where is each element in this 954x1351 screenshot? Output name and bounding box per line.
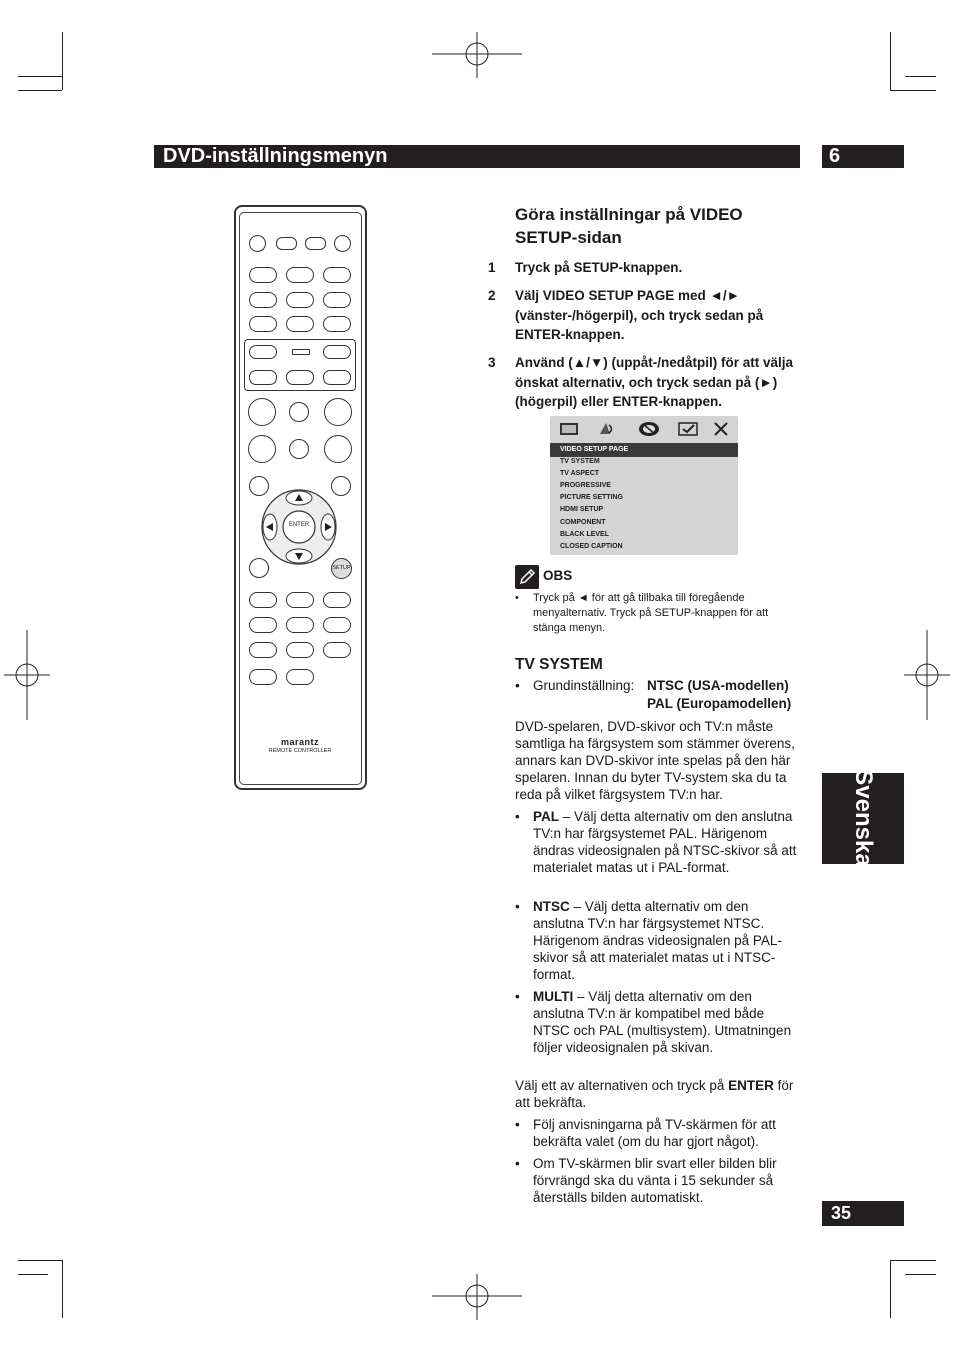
tv-system-title: TV SYSTEM [515, 656, 603, 673]
option-desc: – Välj detta alternativ om den anslutna TV:n har färgsystemet PAL. Härigenom ändras videosignalen på NTSC-skivor så att materialet matas ut i PAL-format. [533, 809, 797, 875]
pencil-icon [515, 565, 539, 589]
step-number: 2 [488, 288, 496, 303]
crop-mark [62, 1260, 63, 1318]
remote-button [305, 237, 326, 250]
osd-header: VIDEO SETUP PAGE [560, 446, 629, 453]
remote-button [249, 669, 277, 685]
option-name: NTSC [533, 899, 570, 914]
brand-logo: marantz [280, 737, 319, 747]
section-title: Göra inställningar på VIDEO SETUP-sidan [515, 205, 743, 247]
osd-menu-item: HDMI SETUP [560, 506, 604, 514]
osd-icon-bar [550, 416, 738, 442]
remote-button [286, 267, 314, 283]
note-text: Tryck på ◄ för att gå tillbaka till föregående menyalternativ. Tryck på SETUP-knappen för att stänga menyn. [533, 592, 769, 634]
bullet: • [515, 678, 520, 693]
remote-button [334, 235, 351, 252]
bullet: • [515, 592, 519, 604]
bullet: • [515, 1156, 520, 1171]
remote-button [324, 435, 352, 463]
select-pre: Välj ett av alternativen och tryck på [515, 1078, 729, 1093]
crop-mark [18, 1274, 48, 1275]
registration-mark [432, 32, 522, 78]
remote-button [323, 617, 351, 633]
osd-menu-item: CLOSED CAPTION [560, 542, 623, 550]
preference-icon [677, 420, 699, 438]
bullet: • [515, 1117, 520, 1132]
crop-mark [890, 32, 891, 90]
chapter-number: 6 [822, 145, 904, 168]
audio-icon [596, 420, 618, 438]
osd-menu-item: TV ASPECT [560, 470, 600, 478]
osd-menu-item: PICTURE SETTING [560, 494, 624, 502]
step-number: 1 [488, 260, 496, 275]
osd-menu-item: BLACK LEVEL [560, 530, 609, 538]
dolby-icon [638, 420, 660, 438]
remote-button [286, 370, 314, 385]
remote-button [324, 398, 352, 426]
bullet: • [515, 989, 520, 1004]
osd-menu-item: TV SYSTEM [560, 458, 600, 465]
enter-button-label: ENTER [288, 522, 310, 528]
remote-button [249, 370, 277, 385]
remote-button [249, 642, 277, 658]
crop-mark [18, 90, 62, 91]
tip-text: Följ anvisningarna på TV-skärmen för att bekräfta valet (om du har gjort något). [533, 1117, 776, 1149]
remote-button [249, 617, 277, 633]
option-text [533, 808, 803, 876]
remote-button [286, 669, 314, 685]
remote-button [286, 292, 314, 308]
remote-button [249, 267, 277, 283]
crop-mark [890, 90, 936, 91]
remote-button [249, 345, 277, 359]
select-bold: ENTER [728, 1078, 774, 1093]
remote-subtitle: REMOTE CONTROLLER [268, 748, 332, 754]
step-text: Använd (▲/▼) (uppåt-/nedåtpil) för att välja önskat alternativ, och tryck sedan på (►) (högerpil) eller ENTER-knappen. [515, 355, 793, 409]
remote-button [323, 267, 351, 283]
remote-button [289, 402, 309, 422]
remote-button [249, 292, 277, 308]
remote-button [323, 292, 351, 308]
option-name: PAL [533, 809, 559, 824]
bullet: • [515, 809, 520, 824]
remote-button [323, 642, 351, 658]
remote-button [286, 316, 314, 332]
tip-text: Om TV-skärmen blir svart eller bilden blir förvrängd ska du vänta i 15 sekunder så återställs bilden automatiskt. [533, 1156, 777, 1205]
crop-mark [62, 32, 63, 90]
osd-menu-item: PROGRESSIVE [560, 482, 611, 490]
option-text [533, 988, 803, 1056]
remote-button [323, 316, 351, 332]
remote-button [292, 349, 310, 355]
select-instruction [515, 1077, 803, 1111]
exit-icon [710, 420, 732, 438]
bullet: • [515, 899, 520, 914]
option-desc: – Välj detta alternativ om den anslutna TV:n har färgsystemet NTSC. Härigenom ändras videosignalen på PAL-skivor så att materialet matas ut i NTSC-format. [533, 899, 782, 982]
crop-mark [18, 76, 62, 77]
remote-button [286, 592, 314, 608]
option-name: MULTI [533, 989, 574, 1004]
language-tab [822, 769, 904, 867]
page-number: 35 [822, 1201, 904, 1226]
step-text: Tryck på SETUP-knappen. [515, 260, 683, 275]
crop-mark [905, 1274, 936, 1275]
registration-mark [432, 1274, 522, 1320]
crop-mark [905, 76, 936, 77]
remote-button [323, 592, 351, 608]
default-value-1: NTSC (USA-modellen) [647, 678, 789, 693]
remote-button [323, 345, 351, 359]
setup-button-label: SETUP [332, 565, 351, 571]
remote-button [248, 435, 276, 463]
crop-mark [18, 1260, 62, 1261]
step-number: 3 [488, 355, 496, 370]
default-value-2: PAL (Europamodellen) [647, 696, 792, 711]
osd-menu-item: COMPONENT [560, 518, 606, 526]
note-label: OBS [543, 568, 573, 583]
crop-mark [890, 1260, 891, 1318]
default-label: Grundinställning: [533, 678, 635, 693]
registration-mark [904, 630, 950, 720]
remote-button [249, 316, 277, 332]
tv-system-intro: DVD-spelaren, DVD-skivor och TV:n måste samtliga ha färgsystem som stämmer överens, annars kan DVD-skivor inte spelas på den här spelaren. Innan du byter TV-system ska du ta reda på vilket färgsystem TV:n har. [515, 719, 795, 802]
osd-menu [550, 416, 738, 555]
video-setup-icon [558, 420, 580, 438]
remote-button [289, 439, 309, 459]
remote-button [286, 617, 314, 633]
option-desc: – Välj detta alternativ om den anslutna TV:n är kompatibel med både NTSC och PAL (multisystem). Utmatningen följer videosignalen på skivan. [533, 989, 792, 1055]
crop-mark [890, 1260, 936, 1261]
step-text: Välj VIDEO SETUP PAGE med ◄/► (vänster-/högerpil), och tryck sedan på ENTER-knappen. [515, 288, 764, 342]
option-text [533, 898, 803, 983]
select-post: för att bekräfta. [515, 1078, 794, 1110]
remote-button [323, 370, 351, 385]
remote-button [249, 592, 277, 608]
remote-button [286, 642, 314, 658]
registration-mark [4, 630, 50, 720]
page-title: DVD-inställningsmenyn [163, 145, 388, 167]
remote-button [249, 235, 266, 252]
remote-button [248, 398, 276, 426]
remote-button [276, 237, 297, 250]
language-label: Svenska [850, 769, 877, 867]
